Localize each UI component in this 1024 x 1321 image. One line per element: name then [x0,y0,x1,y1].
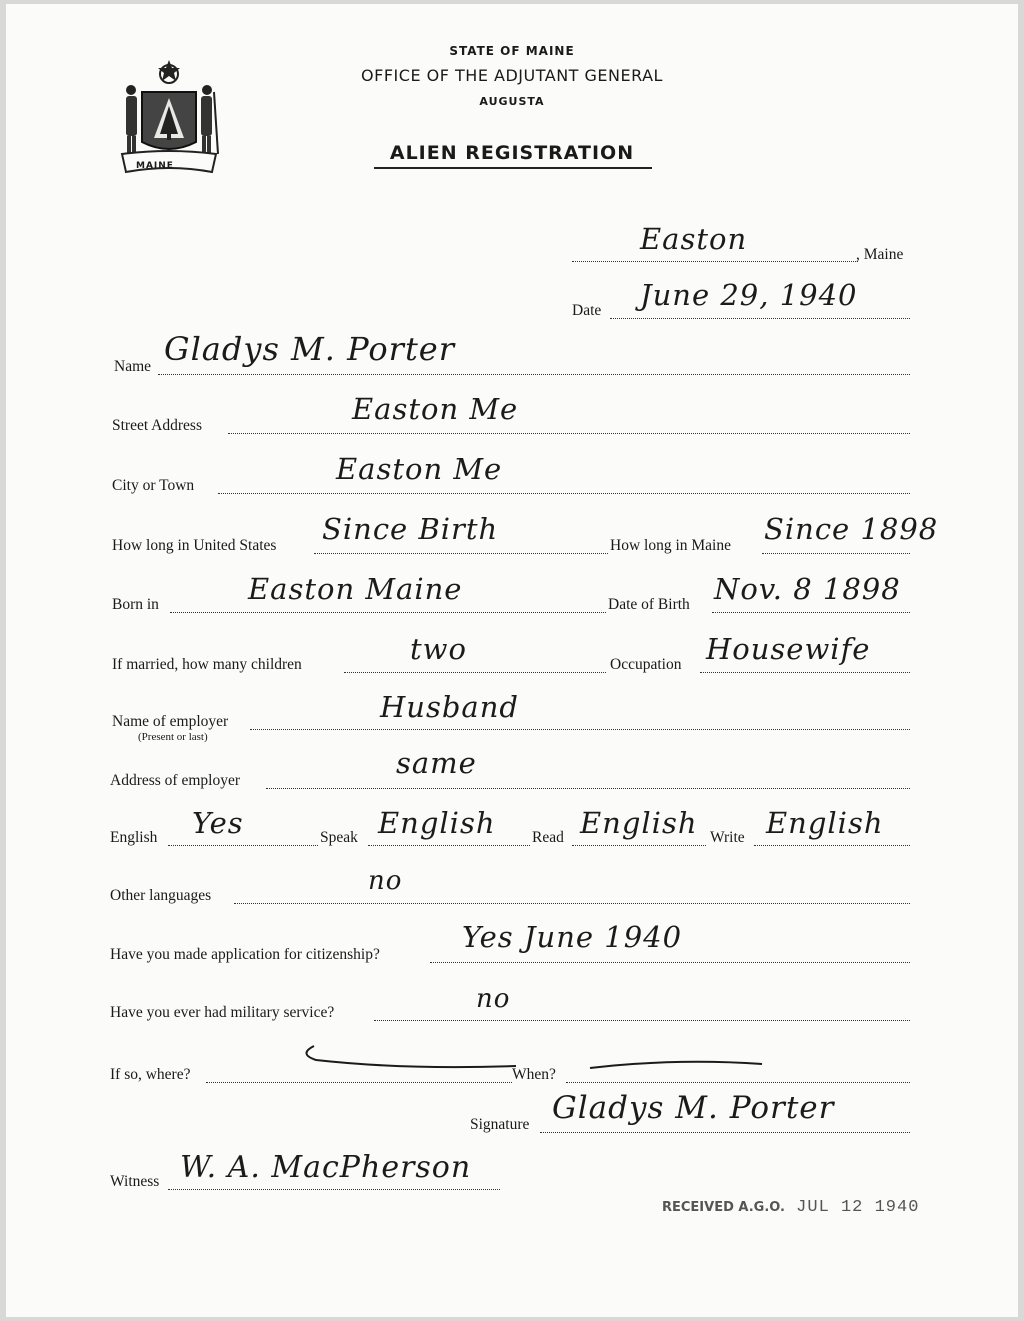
received-stamp [662,1198,919,1217]
speak-line [368,845,530,846]
employer-name-line [250,729,910,730]
date-label: Date [572,302,602,319]
employer-name-label: Name of employer [112,713,229,730]
received-stamp-label: RECEIVED A.G.O. [662,1200,785,1215]
how-long-us-line [314,553,608,554]
other-languages-line [234,903,910,904]
name-label: Name [114,358,152,375]
date-of-birth-line [712,612,910,613]
header-city: AUGUSTA [479,95,545,108]
city-value: Easton Me [336,452,503,486]
city-label: City or Town [112,477,195,494]
employer-address-label: Address of employer [110,772,240,789]
speak-value: English [378,806,496,840]
when-label: When? [512,1066,556,1083]
where-dash-mark [296,1040,526,1076]
occupation-value: Housewife [706,632,871,666]
form-title: ALIEN REGISTRATION [389,142,635,164]
born-in-value: Easton Maine [248,572,463,606]
read-line [572,845,706,846]
military-line [374,1020,910,1021]
write-label: Write [710,829,745,846]
name-value: Gladys M. Porter [164,330,456,368]
english-value: Yes [192,806,244,840]
street-address-label: Street Address [112,417,202,434]
signature-line [540,1132,910,1133]
occupation-label: Occupation [610,656,682,673]
occupation-line [700,672,910,673]
children-value: two [410,632,467,666]
how-long-us-value: Since Birth [322,512,499,546]
citizenship-label: Have you made application for citizenship? [110,946,380,963]
seal-ribbon-text: MAINE [136,161,174,171]
signature-value: Gladys M. Porter [552,1090,835,1126]
speak-label: Speak [320,829,358,846]
header-state: STATE OF MAINE [449,44,575,58]
other-languages-value: no [368,866,403,896]
place-line [572,261,858,262]
write-line [754,845,910,846]
witness-value: W. A. MacPherson [180,1150,472,1185]
header-office: OFFICE OF THE ADJUTANT GENERAL [361,66,663,85]
maine-label: , Maine [856,246,904,263]
employer-name-note: (Present or last) [138,731,208,743]
how-long-maine-label: How long in Maine [610,537,731,554]
citizenship-value: Yes June 1940 [462,920,683,954]
employer-address-line [266,788,910,789]
witness-line [168,1189,500,1190]
other-languages-label: Other languages [110,887,212,904]
children-line [344,672,606,673]
military-label: Have you ever had military service? [110,1004,335,1021]
signature-label: Signature [470,1116,530,1133]
how-long-us-label: How long in United States [112,537,277,554]
children-label: If married, how many children [112,656,302,673]
title-underline [374,167,652,169]
citizenship-line [430,962,910,963]
date-value: June 29, 1940 [640,278,858,312]
where-label: If so, where? [110,1066,191,1083]
street-address-line [228,433,910,434]
street-address-value: Easton Me [352,392,519,426]
write-value: English [766,806,884,840]
date-line [610,318,910,319]
military-value: no [476,984,511,1014]
witness-label: Witness [110,1173,160,1190]
date-of-birth-label: Date of Birth [608,596,690,613]
place-value: Easton [640,222,748,256]
english-line [168,845,318,846]
when-dash-mark [586,1056,766,1076]
read-label: Read [532,829,564,846]
employer-name-value: Husband [380,690,519,724]
read-value: English [580,806,698,840]
how-long-maine-value: Since 1898 [764,512,939,546]
when-line [566,1082,910,1083]
where-line [206,1082,512,1083]
city-line [218,493,910,494]
name-line [158,374,910,375]
english-label: English [110,829,158,846]
date-of-birth-value: Nov. 8 1898 [714,572,901,606]
received-stamp-date: JUL 12 1940 [796,1198,920,1217]
employer-address-value: same [396,746,477,780]
born-in-label: Born in [112,596,159,613]
how-long-maine-line [762,553,910,554]
born-in-line [170,612,606,613]
